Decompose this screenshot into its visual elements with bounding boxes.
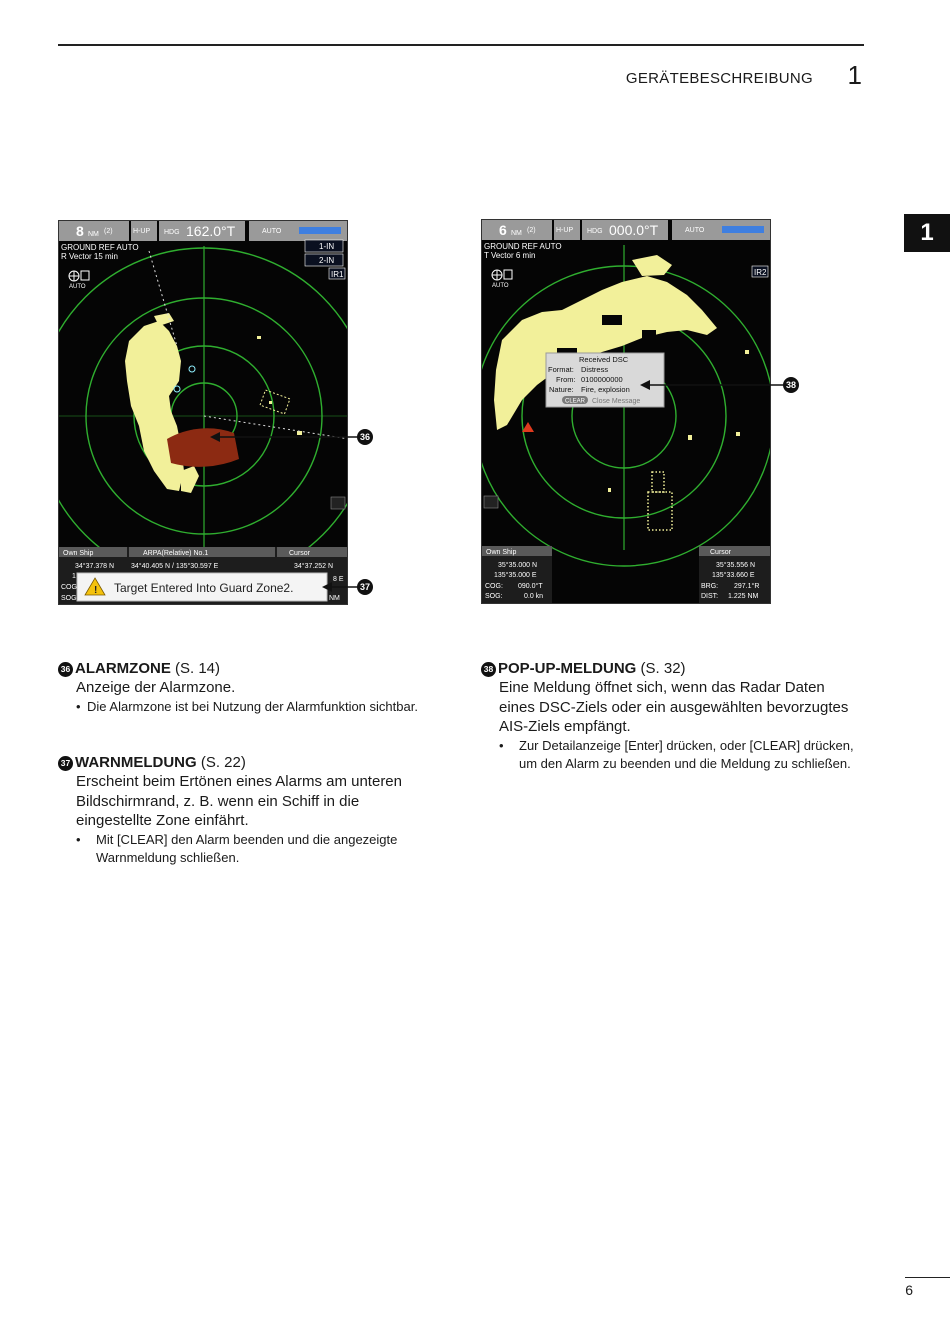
svg-text:0.0 kn: 0.0 kn <box>524 593 544 600</box>
callout-37: 37 <box>357 579 373 595</box>
svg-text:!: ! <box>94 585 98 596</box>
svg-text:34°40.405 N / 135°30.597 E: 34°40.405 N / 135°30.597 E <box>131 563 219 570</box>
callout-36-arrow <box>210 430 360 444</box>
callout-37-arrow <box>322 580 358 594</box>
svg-text:AUTO: AUTO <box>69 284 86 290</box>
gain-bar <box>299 227 341 234</box>
svg-text:35°35.000 N: 35°35.000 N <box>498 562 537 569</box>
entry-body: Eine Meldung öffnet sich, wenn das Radar Daten eines DSC-Ziels oder ein ausgewählten bevorzugtes AIS-Ziels empfängt. <box>499 679 849 735</box>
left-radar-screenshot <box>58 220 348 605</box>
entry-title: WARNMELDUNG <box>75 754 197 771</box>
svg-text:34°37.252 N: 34°37.252 N <box>294 563 333 570</box>
svg-text:H-UP: H-UP <box>556 227 574 234</box>
entry-popup-meldung <box>481 659 866 773</box>
warning-message-text: Target Entered Into Guard Zone2. <box>114 581 294 595</box>
svg-text:NM: NM <box>88 231 99 238</box>
svg-text:AUTO: AUTO <box>492 283 509 289</box>
entry-alarmzone <box>58 659 438 716</box>
svg-text:(2): (2) <box>527 227 536 234</box>
entry-bullet: • Zur Detailanzeige [Enter] drücken, oder [CLEAR] drücken, um den Alarm zu beenden und die Meldung zu schließen. <box>499 737 854 771</box>
svg-text:T Vector 6 min: T Vector 6 min <box>484 251 536 260</box>
svg-text:SOG: SOG <box>61 595 77 602</box>
svg-text:Format:: Format: <box>548 365 574 374</box>
svg-text:135°33.660 E: 135°33.660 E <box>712 572 755 579</box>
svg-text:(2): (2) <box>104 228 113 235</box>
header-rule <box>58 44 864 46</box>
svg-text:IR1: IR1 <box>331 270 344 279</box>
svg-text:35°35.556 N: 35°35.556 N <box>716 562 755 569</box>
svg-text:COG: COG <box>61 584 77 591</box>
svg-text:Own Ship: Own Ship <box>63 550 94 557</box>
svg-text:1: 1 <box>72 573 76 580</box>
entry-number-badge: 38 <box>481 662 496 677</box>
svg-text:Distress: Distress <box>581 365 609 374</box>
gain-bar <box>722 226 764 233</box>
svg-text:1-IN: 1-IN <box>319 242 335 251</box>
svg-text:Cursor: Cursor <box>710 549 732 556</box>
svg-text:IR2: IR2 <box>754 268 767 277</box>
range-value: 6 <box>499 222 507 238</box>
popup-title: Received DSC <box>579 355 629 364</box>
svg-text:CLEAR: CLEAR <box>565 398 586 405</box>
svg-text:Fire, explosion: Fire, explosion <box>581 385 630 394</box>
svg-text:HDG: HDG <box>587 228 603 235</box>
callout-38-arrow <box>640 378 785 392</box>
entry-number-badge: 37 <box>58 756 73 771</box>
svg-text:135°35.000 E: 135°35.000 E <box>494 572 537 579</box>
svg-text:Own Ship: Own Ship <box>486 549 517 556</box>
page-reference: (S. 14) <box>175 660 221 677</box>
entry-number-badge: 36 <box>58 662 73 677</box>
chapter-side-tab: 1 <box>904 214 950 252</box>
heading-value: 162.0°T <box>186 223 236 239</box>
svg-text:NM: NM <box>511 230 522 237</box>
svg-text:DIST:: DIST: <box>701 593 719 600</box>
svg-text:090.0°T: 090.0°T <box>518 583 543 590</box>
right-radar-screenshot <box>481 219 771 604</box>
svg-text:From:: From: <box>556 375 576 384</box>
svg-text:R Vector 15 min: R Vector 15 min <box>61 252 118 261</box>
svg-text:GROUND REF AUTO: GROUND REF AUTO <box>61 243 139 252</box>
entry-bullet: • Mit [CLEAR] den Alarm beenden und die angezeigte Warnmeldung schließen. <box>76 831 398 865</box>
svg-text:SOG:: SOG: <box>485 593 503 600</box>
svg-text:COG:: COG: <box>485 583 503 590</box>
svg-text:H-UP: H-UP <box>133 228 151 235</box>
svg-text:8 E: 8 E <box>333 576 344 583</box>
entry-body: Anzeige der Alarmzone. <box>76 679 236 696</box>
callout-36: 36 <box>357 429 373 445</box>
svg-text:NM: NM <box>329 595 340 602</box>
svg-text:Nature:: Nature: <box>549 385 574 394</box>
page-number: 6 <box>905 1282 913 1298</box>
svg-text:0100000000: 0100000000 <box>581 375 623 384</box>
entry-body: Erscheint beim Ertönen eines Alarms am unteren Bildschirmrand, z. B. wenn ein Schiff in die eingestellte Zone einfährt. <box>76 773 402 829</box>
entry-warnmeldung <box>58 753 438 867</box>
section-title: GERÄTEBESCHREIBUNG <box>625 70 813 87</box>
chapter-number: 1 <box>847 60 862 90</box>
page-reference: (S. 22) <box>200 754 246 771</box>
svg-text:AUTO: AUTO <box>262 228 282 235</box>
svg-text:2-IN: 2-IN <box>319 256 335 265</box>
entry-title: POP-UP-MELDUNG <box>498 660 637 677</box>
page-reference: (S. 32) <box>640 660 686 677</box>
svg-text:GROUND REF AUTO: GROUND REF AUTO <box>484 242 562 251</box>
svg-text:Close Message: Close Message <box>592 398 641 405</box>
svg-text:AUTO: AUTO <box>685 227 705 234</box>
entry-bullet: • Die Alarmzone ist bei Nutzung der Alarmfunktion sichtbar. <box>76 698 418 714</box>
range-value: 8 <box>76 223 84 239</box>
svg-text:34°37.378 N: 34°37.378 N <box>75 563 114 570</box>
svg-text:1.225 NM: 1.225 NM <box>728 593 759 600</box>
svg-text:ARPA(Relative) No.1: ARPA(Relative) No.1 <box>143 550 209 557</box>
callout-38: 38 <box>783 377 799 393</box>
footer-rule <box>905 1277 950 1278</box>
heading-value: 000.0°T <box>609 222 659 238</box>
svg-text:HDG: HDG <box>164 229 180 236</box>
entry-title: ALARMZONE <box>75 660 171 677</box>
svg-text:Cursor: Cursor <box>289 550 311 557</box>
svg-text:297.1°R: 297.1°R <box>734 583 760 590</box>
svg-text:BRG:: BRG: <box>701 583 719 590</box>
